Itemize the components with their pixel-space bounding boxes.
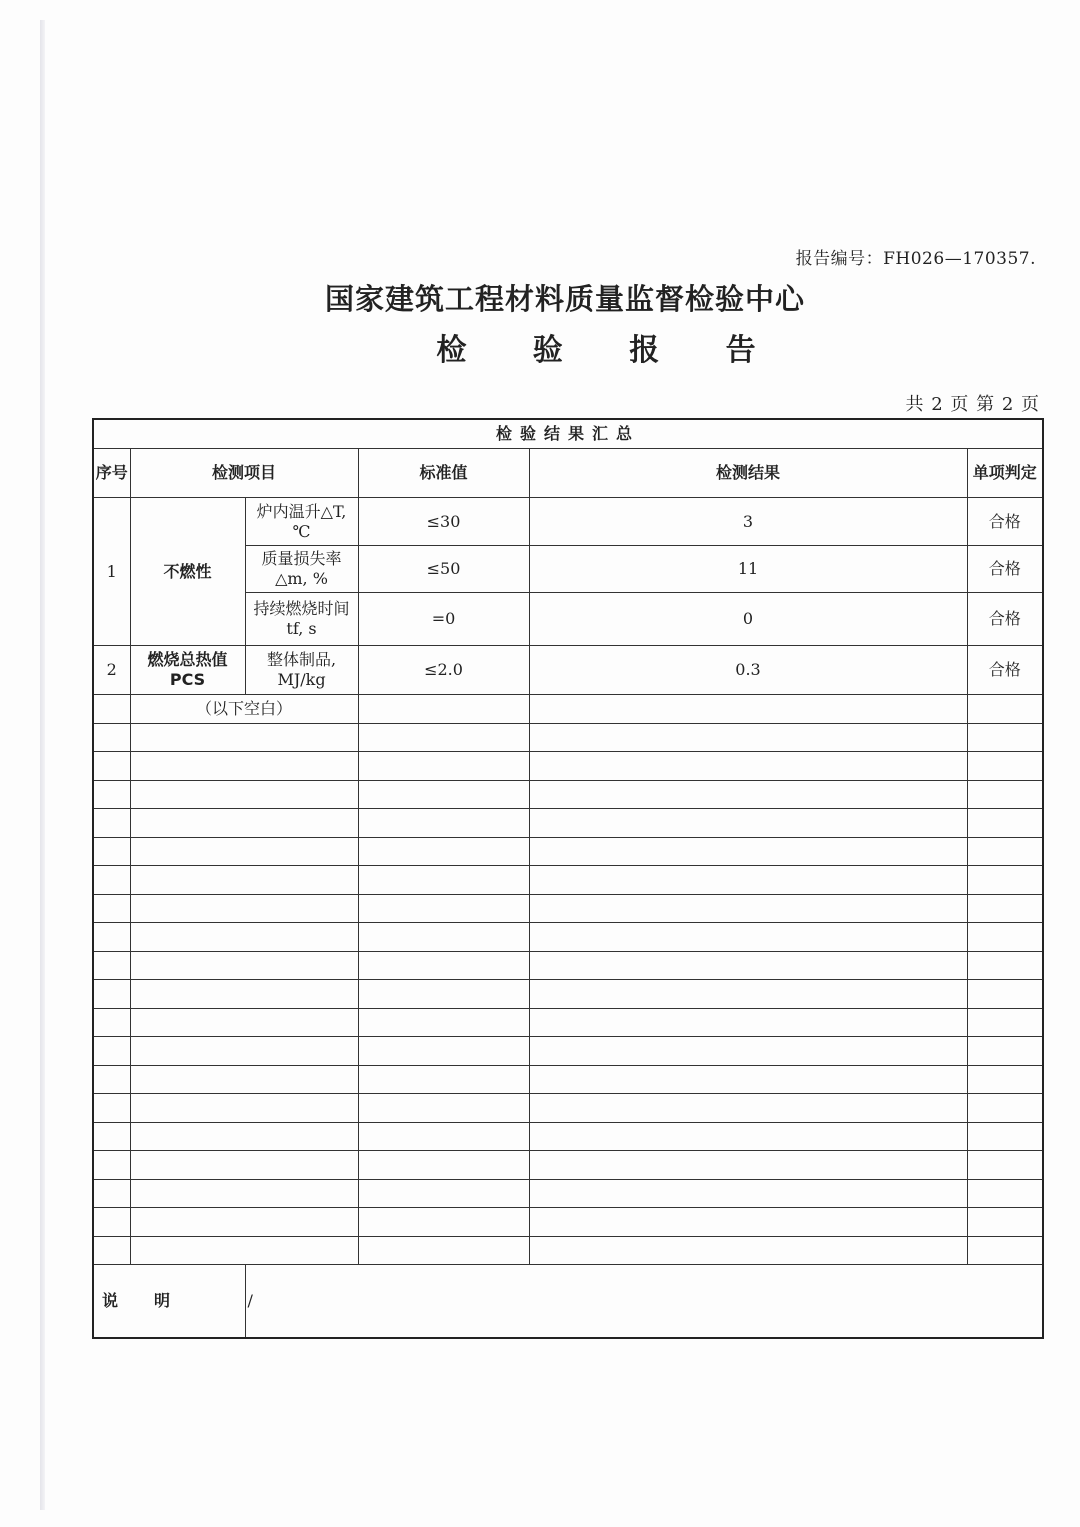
blank-row [93,723,1043,752]
blank-cell [93,1208,130,1237]
blank-cell [967,951,1043,980]
blank-cell [130,1094,358,1123]
blank-cell [529,951,967,980]
blank-row [93,1122,1043,1151]
blank-cell [93,1037,130,1066]
blank-cell [93,752,130,781]
col-header-item: 检测项目 [130,449,358,498]
blank-cell [93,1094,130,1123]
blank-row [93,1236,1043,1265]
blank-cell [358,809,529,838]
blank-cell [529,1236,967,1265]
note-row [93,1265,1043,1339]
row-result: 0.3 [529,646,967,695]
blank-row [93,1094,1043,1123]
blank-cell [358,866,529,895]
blank-cell [130,1151,358,1180]
blank-cell [529,1065,967,1094]
blank-cell [93,866,130,895]
blank-cell [130,894,358,923]
blank-cell [529,1094,967,1123]
blank-cell [93,894,130,923]
col-header-standard: 标准值 [358,449,529,498]
blank-row [93,1208,1043,1237]
blank-cell [358,1151,529,1180]
row-category: 燃烧总热值PCS [130,646,245,695]
blank-cell [358,1179,529,1208]
blank-rows [93,723,1043,1265]
blank-cell [967,837,1043,866]
blank-cell [967,1236,1043,1265]
blank-cell [529,1037,967,1066]
blank-cell [93,1151,130,1180]
blank-cell [130,980,358,1009]
results-table [92,418,1044,1339]
blank-cell [93,1236,130,1265]
blank-cell [967,723,1043,752]
blank-cell [529,923,967,952]
blank-cell [529,837,967,866]
blank-cell [130,866,358,895]
blank-cell [130,951,358,980]
blank-cell [93,780,130,809]
blank-cell [358,837,529,866]
scan-edge [40,20,45,1510]
blank-cell [358,1208,529,1237]
blank-cell [358,894,529,923]
blank-cell [130,723,358,752]
row-judgement: 合格 [967,546,1043,593]
blank-cell [529,1179,967,1208]
col-header-judgement: 单项判定 [967,449,1043,498]
note-text: / [245,1265,1043,1339]
blank-cell [358,1122,529,1151]
blank-row [93,1151,1043,1180]
organization-title: 国家建筑工程材料质量监督检验中心 [324,282,805,316]
col-header-no: 序号 [93,449,130,498]
blank-cell [358,723,529,752]
blank-cell [130,1208,358,1237]
blank-cell [967,1208,1043,1237]
header-row [93,449,1043,498]
table-row [93,498,1043,546]
blank-cell [967,1037,1043,1066]
blank-row [93,866,1043,895]
blank-cell [358,923,529,952]
blank-row [93,837,1043,866]
blank-row [93,1037,1043,1066]
blank-cell [358,980,529,1009]
blank-cell [93,723,130,752]
blank-cell [529,1122,967,1151]
blank-cell [967,1179,1043,1208]
blank-cell [358,780,529,809]
blank-row [93,951,1043,980]
blank-cell [358,1065,529,1094]
blank-row [93,1008,1043,1037]
blank-note: （以下空白） [130,695,358,724]
blank-cell [93,837,130,866]
blank-cell [529,780,967,809]
row-judgement: 合格 [967,498,1043,546]
blank-cell [93,1065,130,1094]
blank-cell [529,723,967,752]
blank-cell [130,780,358,809]
blank-row [93,695,1043,724]
page-count: 共 2 页 第 2 页 [905,394,1040,415]
row-standard: ≤2.0 [358,646,529,695]
blank-cell [967,980,1043,1009]
row-standard: ≤50 [358,546,529,593]
summary-title: 检验结果汇总 [93,419,1043,449]
blank-cell [93,1179,130,1208]
blank-cell [93,923,130,952]
blank-cell [130,837,358,866]
row-result: 3 [529,498,967,546]
blank-row [93,1179,1043,1208]
blank-row [93,894,1043,923]
blank-cell [967,780,1043,809]
blank-cell [967,894,1043,923]
blank-cell [93,951,130,980]
blank-cell [529,809,967,838]
note-label: 说明 [93,1265,245,1339]
blank-cell [967,923,1043,952]
blank-cell [358,752,529,781]
blank-cell [529,1151,967,1180]
report-number: 报告编号：FH026—170357. [795,249,1036,269]
blank-cell [358,1094,529,1123]
row-judgement: 合格 [967,646,1043,695]
blank-row [93,780,1043,809]
blank-cell [93,980,130,1009]
row-result: 0 [529,593,967,646]
blank-cell [529,980,967,1009]
blank-cell [130,1122,358,1151]
row-sub-item: 整体制品, MJ/kg [245,646,358,695]
blank-cell [967,752,1043,781]
blank-cell [358,951,529,980]
blank-cell [93,809,130,838]
blank-cell [358,1236,529,1265]
blank-cell [130,1236,358,1265]
blank-cell [93,1122,130,1151]
blank-cell [130,752,358,781]
blank-row [93,809,1043,838]
blank-row [93,752,1043,781]
blank-cell [529,866,967,895]
blank-cell [358,1008,529,1037]
table-row [93,646,1043,695]
blank-cell [130,1179,358,1208]
blank-row [93,1065,1043,1094]
row-sub-item: 质量损失率 △m, % [245,546,358,593]
row-category: 不燃性 [130,498,245,646]
blank-cell [130,1037,358,1066]
summary-title-row [93,419,1043,449]
row-standard: =0 [358,593,529,646]
document-title: 检 验 报 告 [436,333,784,368]
row-no: 2 [93,646,130,695]
blank-cell [967,809,1043,838]
blank-cell [130,923,358,952]
blank-cell [93,1008,130,1037]
blank-cell [529,752,967,781]
col-header-result: 检测结果 [529,449,967,498]
blank-cell [967,1065,1043,1094]
blank-cell [967,1122,1043,1151]
blank-cell [529,1008,967,1037]
blank-cell [967,1151,1043,1180]
blank-cell [529,1208,967,1237]
blank-row [93,980,1043,1009]
row-standard: ≤30 [358,498,529,546]
blank-cell [529,894,967,923]
blank-cell [358,1037,529,1066]
blank-cell [967,1008,1043,1037]
row-sub-item: 持续燃烧时间tf, s [245,593,358,646]
row-no: 1 [93,498,130,646]
blank-cell [130,809,358,838]
blank-cell [130,1065,358,1094]
row-sub-item: 炉内温升△T, ℃ [245,498,358,546]
row-result: 11 [529,546,967,593]
blank-cell [967,866,1043,895]
blank-cell [967,1094,1043,1123]
row-judgement: 合格 [967,593,1043,646]
blank-cell [130,1008,358,1037]
blank-row [93,923,1043,952]
